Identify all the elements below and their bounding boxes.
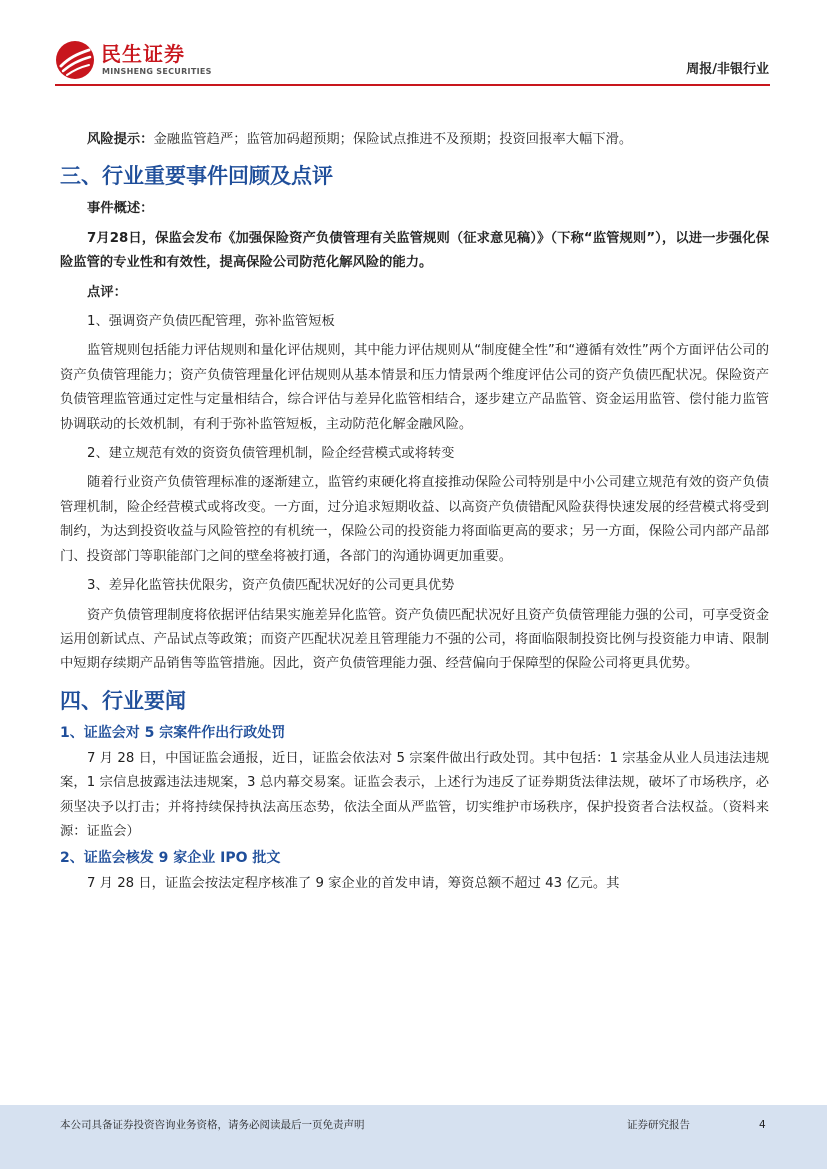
point-3-title: 3、差异化监管扶优限劣，资产负债匹配状况好的公司更具优势 <box>87 578 455 594</box>
comment-label: 点评： <box>87 284 127 300</box>
point-1-body: 监管规则包括能力评估规则和量化评估规则，其中能力评估规则从“制度健全性”和“遵循有效性”两个方面评估公司的资产负债管理能力；资产负债管理量化评估规则从基本情景和压力情景两个维度评估公司的资产负债匹配状况。保险资产负债管理监管通过定性与定量相结合，综合评估与差异化监管相结合，逐步建立产品监管、资金运用监管、偿付能力监管协调联动的长效机制，有利于弥补监管短板，主动防范化解金融风险。 <box>60 343 769 432</box>
risk-text: 金融监管趋严；监管加码超预期；保险试点推进不及预期；投资回报率大幅下滑。 <box>153 132 633 147</box>
page-number: 4 <box>759 1119 766 1131</box>
logo-chinese-name: 民生证券 <box>101 42 185 66</box>
footer-doc-type: 证券研究报告 <box>627 1119 690 1131</box>
point-3-body: 资产负债管理制度将依据评估结果实施差异化监管。资产负债匹配状况好且资产负债管理能力强的公司，可享受资金运用创新试点、产品试点等政策；而资产匹配状况差且管理能力不强的公司，将面临限制投资比例与投资能力申请、限制中短期存续期产品销售等监管措施。因此，资产负债管理能力强、经营偏向于保障型的保险公司将更具优势。 <box>60 607 769 672</box>
risk-warning <box>60 128 769 152</box>
risk-label: 风险提示： <box>87 132 154 147</box>
logo-english-name: MINSHENG SECURITIES <box>102 67 212 76</box>
section-3-title: 三、行业重要事件回顾及点评 <box>60 164 333 189</box>
page-footer <box>0 1105 827 1169</box>
news-1-body: 7 月 28 日，中国证监会通报，近日，证监会依法对 5 宗案件做出行政处罚。其中包括：1 宗基金从业人员违法违规案，1 宗信息披露违法违规案，3 总内幕交易案。证监会表示，上述行为违反了证券期货法律法规，破坏了市场秩序，必须坚决予以打击；并将持续保持执法高压态势，依法全面从严监管，切实维护市场秩序，保护投资者合法权益。（资料来源：证监会） <box>60 750 769 839</box>
point-1-title: 1、强调资产负债匹配管理，弥补监管短板 <box>87 314 335 330</box>
news-1-title: 1、证监会对 5 宗案件作出行政处罚 <box>60 724 286 741</box>
news-2-body: 7 月 28 日，证监会按法定程序核准了 9 家企业的首发申请，筹资总额不超过 43 亿元。其 <box>87 876 620 892</box>
page-header <box>0 0 827 90</box>
footer-disclaimer: 本公司具备证券投资咨询业务资格，请务必阅读最后一页免责声明 <box>60 1119 365 1131</box>
point-2-body: 随着行业资产负债管理标准的逐渐建立，监管约束硬化将直接推动保险公司特别是中小公司建立规范有效的资产负债管理机制，险企经营模式或将改变。一方面，过分追求短期收益、以高资产负债错配风险获得快速发展的经营模式将受到制约，为达到投资收益与风险管控的有机统一，保险公司的投资能力将面临更高的要求；另一方面，保险公司内部产品部门、投资部门等职能部门之间的壁垒将被打通，各部门的沟通协调更加重要。 <box>60 475 769 564</box>
company-logo <box>55 40 215 80</box>
minsheng-logo-icon <box>55 40 95 80</box>
overview-text: 7月28日，保监会发布《加强保险资产负债管理有关监管规则（征求意见稿）》（下称“监管规则”），以进一步强化保险监管的专业性和有效性，提高保险公司防范化解风险的能力。 <box>60 230 769 271</box>
overview-label: 事件概述： <box>87 201 154 217</box>
point-2-title: 2、建立规范有效的资资负债管理机制，险企经营模式或将转变 <box>87 446 455 462</box>
header-divider <box>55 84 770 86</box>
report-category: 周报/非银行业 <box>686 62 769 77</box>
section-4-title: 四、行业要闻 <box>60 688 186 713</box>
main-content <box>60 128 769 897</box>
news-2-title: 2、证监会核发 9 家企业 IPO 批文 <box>60 850 281 867</box>
